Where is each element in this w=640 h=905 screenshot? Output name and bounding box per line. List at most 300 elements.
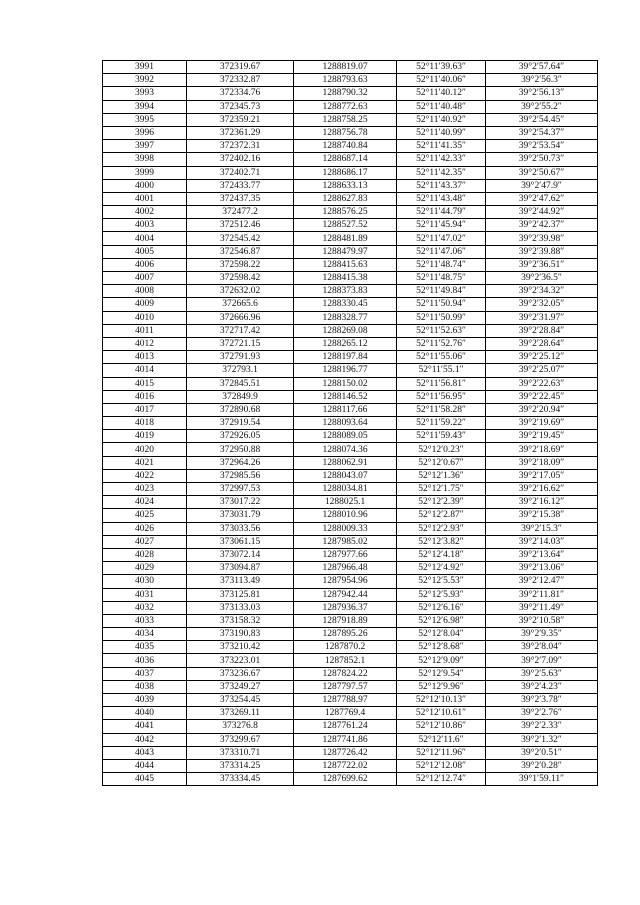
- table-row: [103, 206, 598, 219]
- point-number-cell: 4021: [103, 456, 187, 469]
- latitude-cell: 52°12′0.67″: [397, 456, 486, 469]
- latitude-cell: 52°12′11.6″: [397, 733, 486, 746]
- longitude-cell: 39°2′20.94″: [486, 403, 598, 416]
- table-row: [103, 417, 598, 430]
- x-coordinate-cell: 373236.67: [187, 667, 294, 680]
- longitude-cell: 39°2′9.35″: [486, 628, 598, 641]
- table-row: [103, 337, 598, 350]
- longitude-cell: 39°2′18.69″: [486, 443, 598, 456]
- y-coordinate-cell: 1288793.63: [294, 74, 397, 87]
- x-coordinate-cell: 372437.35: [187, 192, 294, 205]
- longitude-cell: 39°2′1.32″: [486, 733, 598, 746]
- longitude-cell: 39°2′18.09″: [486, 456, 598, 469]
- longitude-cell: 39°2′16.62″: [486, 483, 598, 496]
- latitude-cell: 52°11′48.74″: [397, 258, 486, 271]
- coordinate-table-body: [103, 61, 598, 786]
- x-coordinate-cell: 373031.79: [187, 509, 294, 522]
- longitude-cell: 39°2′56.13″: [486, 87, 598, 100]
- point-number-cell: 3991: [103, 61, 187, 74]
- y-coordinate-cell: 1288633.13: [294, 179, 397, 192]
- y-coordinate-cell: 1288062.91: [294, 456, 397, 469]
- longitude-cell: 39°2′2.33″: [486, 720, 598, 733]
- point-number-cell: 4020: [103, 443, 187, 456]
- x-coordinate-cell: 373299.67: [187, 733, 294, 746]
- longitude-cell: 39°2′56.3″: [486, 74, 598, 87]
- y-coordinate-cell: 1288089.05: [294, 430, 397, 443]
- x-coordinate-cell: 372433.77: [187, 179, 294, 192]
- point-number-cell: 4033: [103, 614, 187, 627]
- latitude-cell: 52°12′9.54″: [397, 667, 486, 680]
- table-row: [103, 100, 598, 113]
- x-coordinate-cell: 373094.87: [187, 562, 294, 575]
- x-coordinate-cell: 372717.42: [187, 324, 294, 337]
- longitude-cell: 39°2′50.67″: [486, 166, 598, 179]
- y-coordinate-cell: 1288146.52: [294, 390, 397, 403]
- longitude-cell: 39°2′54.45″: [486, 113, 598, 126]
- table-row: [103, 483, 598, 496]
- latitude-cell: 52°11′45.94″: [397, 219, 486, 232]
- table-row: [103, 245, 598, 258]
- longitude-cell: 39°2′4.23″: [486, 680, 598, 693]
- latitude-cell: 52°12′6.98″: [397, 614, 486, 627]
- x-coordinate-cell: 373158.32: [187, 614, 294, 627]
- point-number-cell: 4025: [103, 509, 187, 522]
- latitude-cell: 52°11′52.76″: [397, 337, 486, 350]
- y-coordinate-cell: 1287797.57: [294, 680, 397, 693]
- point-number-cell: 4005: [103, 245, 187, 258]
- y-coordinate-cell: 1288328.77: [294, 311, 397, 324]
- table-row: [103, 614, 598, 627]
- longitude-cell: 39°2′14.03″: [486, 535, 598, 548]
- latitude-cell: 52°12′0.23″: [397, 443, 486, 456]
- x-coordinate-cell: 372545.42: [187, 232, 294, 245]
- point-number-cell: 4008: [103, 285, 187, 298]
- point-number-cell: 4044: [103, 759, 187, 772]
- longitude-cell: 39°1′59.11″: [486, 773, 598, 786]
- latitude-cell: 52°12′9.09″: [397, 654, 486, 667]
- x-coordinate-cell: 373133.03: [187, 601, 294, 614]
- x-coordinate-cell: 372372.31: [187, 140, 294, 153]
- y-coordinate-cell: 1288479.97: [294, 245, 397, 258]
- latitude-cell: 52°11′39.63″: [397, 61, 486, 74]
- longitude-cell: 39°2′16.12″: [486, 496, 598, 509]
- point-number-cell: 4027: [103, 535, 187, 548]
- latitude-cell: 52°12′4.92″: [397, 562, 486, 575]
- table-row: [103, 720, 598, 733]
- table-row: [103, 74, 598, 87]
- latitude-cell: 52°11′47.06″: [397, 245, 486, 258]
- table-row: [103, 298, 598, 311]
- y-coordinate-cell: 1287936.37: [294, 601, 397, 614]
- longitude-cell: 39°2′15.38″: [486, 509, 598, 522]
- latitude-cell: 52°12′10.13″: [397, 694, 486, 707]
- x-coordinate-cell: 373017.22: [187, 496, 294, 509]
- x-coordinate-cell: 373125.81: [187, 588, 294, 601]
- y-coordinate-cell: 1287699.62: [294, 773, 397, 786]
- longitude-cell: 39°2′28.64″: [486, 337, 598, 350]
- x-coordinate-cell: 372721.15: [187, 337, 294, 350]
- table-row: [103, 548, 598, 561]
- point-number-cell: 4029: [103, 562, 187, 575]
- longitude-cell: 39°2′57.64″: [486, 61, 598, 74]
- longitude-cell: 39°2′36.51″: [486, 258, 598, 271]
- table-row: [103, 153, 598, 166]
- table-row: [103, 601, 598, 614]
- y-coordinate-cell: 1288009.33: [294, 522, 397, 535]
- x-coordinate-cell: 372361.29: [187, 126, 294, 139]
- point-number-cell: 3994: [103, 100, 187, 113]
- y-coordinate-cell: 1288117.66: [294, 403, 397, 416]
- x-coordinate-cell: 372950.88: [187, 443, 294, 456]
- y-coordinate-cell: 1288790.32: [294, 87, 397, 100]
- point-number-cell: 4003: [103, 219, 187, 232]
- table-row: [103, 390, 598, 403]
- point-number-cell: 4012: [103, 337, 187, 350]
- point-number-cell: 4038: [103, 680, 187, 693]
- table-row: [103, 232, 598, 245]
- longitude-cell: 39°2′42.37″: [486, 219, 598, 232]
- x-coordinate-cell: 373276.8: [187, 720, 294, 733]
- longitude-cell: 39°2′0.51″: [486, 746, 598, 759]
- table-row: [103, 522, 598, 535]
- longitude-cell: 39°2′47.62″: [486, 192, 598, 205]
- longitude-cell: 39°2′11.49″: [486, 601, 598, 614]
- table-row: [103, 377, 598, 390]
- longitude-cell: 39°2′7.09″: [486, 654, 598, 667]
- point-number-cell: 4010: [103, 311, 187, 324]
- point-number-cell: 4037: [103, 667, 187, 680]
- latitude-cell: 52°12′2.93″: [397, 522, 486, 535]
- x-coordinate-cell: 372791.93: [187, 351, 294, 364]
- point-number-cell: 4042: [103, 733, 187, 746]
- point-number-cell: 4015: [103, 377, 187, 390]
- table-row: [103, 680, 598, 693]
- point-number-cell: 4014: [103, 364, 187, 377]
- longitude-cell: 39°2′2.76″: [486, 707, 598, 720]
- y-coordinate-cell: 1288269.08: [294, 324, 397, 337]
- y-coordinate-cell: 1287870.2: [294, 641, 397, 654]
- x-coordinate-cell: 372477.2: [187, 206, 294, 219]
- point-number-cell: 4011: [103, 324, 187, 337]
- latitude-cell: 52°12′8.68″: [397, 641, 486, 654]
- latitude-cell: 52°12′1.36″: [397, 469, 486, 482]
- y-coordinate-cell: 1288093.64: [294, 417, 397, 430]
- latitude-cell: 52°11′49.84″: [397, 285, 486, 298]
- y-coordinate-cell: 1287722.02: [294, 759, 397, 772]
- table-row: [103, 61, 598, 74]
- latitude-cell: 52°11′50.94″: [397, 298, 486, 311]
- x-coordinate-cell: 372632.02: [187, 285, 294, 298]
- y-coordinate-cell: 1288373.83: [294, 285, 397, 298]
- longitude-cell: 39°2′44.92″: [486, 206, 598, 219]
- y-coordinate-cell: 1288481.89: [294, 232, 397, 245]
- y-coordinate-cell: 1288025.1: [294, 496, 397, 509]
- latitude-cell: 52°11′56.81″: [397, 377, 486, 390]
- x-coordinate-cell: 372546.87: [187, 245, 294, 258]
- x-coordinate-cell: 372793.1: [187, 364, 294, 377]
- table-row: [103, 403, 598, 416]
- point-number-cell: 3997: [103, 140, 187, 153]
- y-coordinate-cell: 1287769.4: [294, 707, 397, 720]
- latitude-cell: 52°12′8.04″: [397, 628, 486, 641]
- x-coordinate-cell: 372402.71: [187, 166, 294, 179]
- point-number-cell: 3998: [103, 153, 187, 166]
- point-number-cell: 4009: [103, 298, 187, 311]
- latitude-cell: 52°11′59.22″: [397, 417, 486, 430]
- table-row: [103, 192, 598, 205]
- latitude-cell: 52°12′12.74″: [397, 773, 486, 786]
- table-row: [103, 324, 598, 337]
- point-number-cell: 4041: [103, 720, 187, 733]
- table-row: [103, 285, 598, 298]
- latitude-cell: 52°11′44.79″: [397, 206, 486, 219]
- longitude-cell: 39°2′12.47″: [486, 575, 598, 588]
- table-row: [103, 535, 598, 548]
- y-coordinate-cell: 1288043.07: [294, 469, 397, 482]
- table-row: [103, 759, 598, 772]
- x-coordinate-cell: 373072.14: [187, 548, 294, 561]
- x-coordinate-cell: 372926.05: [187, 430, 294, 443]
- y-coordinate-cell: 1288527.52: [294, 219, 397, 232]
- latitude-cell: 52°11′52.63″: [397, 324, 486, 337]
- table-row: [103, 179, 598, 192]
- latitude-cell: 52°11′47.02″: [397, 232, 486, 245]
- point-number-cell: 4017: [103, 403, 187, 416]
- y-coordinate-cell: 1288197.84: [294, 351, 397, 364]
- latitude-cell: 52°12′10.61″: [397, 707, 486, 720]
- y-coordinate-cell: 1287788.97: [294, 694, 397, 707]
- y-coordinate-cell: 1288772.63: [294, 100, 397, 113]
- longitude-cell: 39°2′19.45″: [486, 430, 598, 443]
- table-row: [103, 707, 598, 720]
- x-coordinate-cell: 372964.26: [187, 456, 294, 469]
- point-number-cell: 4032: [103, 601, 187, 614]
- latitude-cell: 52°12′6.16″: [397, 601, 486, 614]
- y-coordinate-cell: 1287726.42: [294, 746, 397, 759]
- x-coordinate-cell: 372890.68: [187, 403, 294, 416]
- latitude-cell: 52°11′40.48″: [397, 100, 486, 113]
- table-row: [103, 456, 598, 469]
- y-coordinate-cell: 1288758.25: [294, 113, 397, 126]
- point-number-cell: 4019: [103, 430, 187, 443]
- x-coordinate-cell: 372334.76: [187, 87, 294, 100]
- x-coordinate-cell: 372919.54: [187, 417, 294, 430]
- point-number-cell: 3999: [103, 166, 187, 179]
- x-coordinate-cell: 372666.96: [187, 311, 294, 324]
- y-coordinate-cell: 1288576.25: [294, 206, 397, 219]
- longitude-cell: 39°2′3.78″: [486, 694, 598, 707]
- longitude-cell: 39°2′47.9″: [486, 179, 598, 192]
- latitude-cell: 52°11′55.1″: [397, 364, 486, 377]
- table-row: [103, 364, 598, 377]
- latitude-cell: 52°11′42.33″: [397, 153, 486, 166]
- x-coordinate-cell: 372359.21: [187, 113, 294, 126]
- y-coordinate-cell: 1287761.24: [294, 720, 397, 733]
- table-row: [103, 219, 598, 232]
- x-coordinate-cell: 373269.11: [187, 707, 294, 720]
- longitude-cell: 39°2′10.58″: [486, 614, 598, 627]
- point-number-cell: 4006: [103, 258, 187, 271]
- x-coordinate-cell: 372512.46: [187, 219, 294, 232]
- longitude-cell: 39°2′36.5″: [486, 272, 598, 285]
- y-coordinate-cell: 1288034.81: [294, 483, 397, 496]
- point-number-cell: 4018: [103, 417, 187, 430]
- table-row: [103, 469, 598, 482]
- latitude-cell: 52°12′2.39″: [397, 496, 486, 509]
- point-number-cell: 4031: [103, 588, 187, 601]
- latitude-cell: 52°12′3.82″: [397, 535, 486, 548]
- longitude-cell: 39°2′39.88″: [486, 245, 598, 258]
- latitude-cell: 52°12′5.93″: [397, 588, 486, 601]
- x-coordinate-cell: 372598.22: [187, 258, 294, 271]
- y-coordinate-cell: 1288819.07: [294, 61, 397, 74]
- table-row: [103, 496, 598, 509]
- point-number-cell: 4007: [103, 272, 187, 285]
- x-coordinate-cell: 373033.56: [187, 522, 294, 535]
- latitude-cell: 52°12′10.86″: [397, 720, 486, 733]
- y-coordinate-cell: 1288074.36: [294, 443, 397, 456]
- longitude-cell: 39°2′22.63″: [486, 377, 598, 390]
- table-row: [103, 272, 598, 285]
- point-number-cell: 3992: [103, 74, 187, 87]
- longitude-cell: 39°2′32.05″: [486, 298, 598, 311]
- y-coordinate-cell: 1288330.45: [294, 298, 397, 311]
- latitude-cell: 52°11′59.43″: [397, 430, 486, 443]
- latitude-cell: 52°11′48.75″: [397, 272, 486, 285]
- x-coordinate-cell: 372319.67: [187, 61, 294, 74]
- x-coordinate-cell: 373314.25: [187, 759, 294, 772]
- x-coordinate-cell: 372997.53: [187, 483, 294, 496]
- point-number-cell: 3996: [103, 126, 187, 139]
- table-row: [103, 641, 598, 654]
- latitude-cell: 52°11′58.28″: [397, 403, 486, 416]
- x-coordinate-cell: 372402.16: [187, 153, 294, 166]
- point-number-cell: 4024: [103, 496, 187, 509]
- x-coordinate-cell: 372345.73: [187, 100, 294, 113]
- table-row: [103, 166, 598, 179]
- longitude-cell: 39°2′54.37″: [486, 126, 598, 139]
- point-number-cell: 4000: [103, 179, 187, 192]
- latitude-cell: 52°11′40.12″: [397, 87, 486, 100]
- y-coordinate-cell: 1288756.78: [294, 126, 397, 139]
- x-coordinate-cell: 372332.87: [187, 74, 294, 87]
- y-coordinate-cell: 1288150.02: [294, 377, 397, 390]
- table-row: [103, 509, 598, 522]
- table-row: [103, 588, 598, 601]
- longitude-cell: 39°2′31.97″: [486, 311, 598, 324]
- latitude-cell: 52°12′11.96″: [397, 746, 486, 759]
- y-coordinate-cell: 1288740.84: [294, 140, 397, 153]
- table-row: [103, 140, 598, 153]
- table-row: [103, 694, 598, 707]
- table-row: [103, 258, 598, 271]
- latitude-cell: 52°11′42.35″: [397, 166, 486, 179]
- longitude-cell: 39°2′55.2″: [486, 100, 598, 113]
- latitude-cell: 52°12′12.08″: [397, 759, 486, 772]
- longitude-cell: 39°2′15.3″: [486, 522, 598, 535]
- longitude-cell: 39°2′13.06″: [486, 562, 598, 575]
- table-row: [103, 773, 598, 786]
- y-coordinate-cell: 1287824.22: [294, 667, 397, 680]
- x-coordinate-cell: 372985.56: [187, 469, 294, 482]
- longitude-cell: 39°2′5.63″: [486, 667, 598, 680]
- table-row: [103, 575, 598, 588]
- table-row: [103, 628, 598, 641]
- table-row: [103, 667, 598, 680]
- y-coordinate-cell: 1287985.02: [294, 535, 397, 548]
- x-coordinate-cell: 373210.42: [187, 641, 294, 654]
- x-coordinate-cell: 372665.6: [187, 298, 294, 311]
- point-number-cell: 4001: [103, 192, 187, 205]
- latitude-cell: 52°12′1.75″: [397, 483, 486, 496]
- point-number-cell: 4035: [103, 641, 187, 654]
- y-coordinate-cell: 1287895.26: [294, 628, 397, 641]
- x-coordinate-cell: 373223.01: [187, 654, 294, 667]
- y-coordinate-cell: 1287852.1: [294, 654, 397, 667]
- longitude-cell: 39°2′22.45″: [486, 390, 598, 403]
- point-number-cell: 4004: [103, 232, 187, 245]
- longitude-cell: 39°2′19.69″: [486, 417, 598, 430]
- point-number-cell: 4016: [103, 390, 187, 403]
- y-coordinate-cell: 1287977.66: [294, 548, 397, 561]
- x-coordinate-cell: 373310.71: [187, 746, 294, 759]
- table-row: [103, 562, 598, 575]
- coordinate-table: [102, 60, 598, 786]
- table-row: [103, 311, 598, 324]
- latitude-cell: 52°11′56.95″: [397, 390, 486, 403]
- x-coordinate-cell: 373254.45: [187, 694, 294, 707]
- longitude-cell: 39°2′25.07″: [486, 364, 598, 377]
- table-row: [103, 126, 598, 139]
- y-coordinate-cell: 1287966.48: [294, 562, 397, 575]
- x-coordinate-cell: 373113.49: [187, 575, 294, 588]
- y-coordinate-cell: 1287741.86: [294, 733, 397, 746]
- longitude-cell: 39°2′34.32″: [486, 285, 598, 298]
- y-coordinate-cell: 1288265.12: [294, 337, 397, 350]
- table-row: [103, 443, 598, 456]
- y-coordinate-cell: 1287918.89: [294, 614, 397, 627]
- latitude-cell: 52°12′5.53″: [397, 575, 486, 588]
- point-number-cell: 4002: [103, 206, 187, 219]
- point-number-cell: 4043: [103, 746, 187, 759]
- y-coordinate-cell: 1288687.14: [294, 153, 397, 166]
- longitude-cell: 39°2′28.84″: [486, 324, 598, 337]
- table-row: [103, 430, 598, 443]
- latitude-cell: 52°11′43.37″: [397, 179, 486, 192]
- x-coordinate-cell: 373249.27: [187, 680, 294, 693]
- point-number-cell: 4023: [103, 483, 187, 496]
- table-row: [103, 351, 598, 364]
- longitude-cell: 39°2′13.64″: [486, 548, 598, 561]
- longitude-cell: 39°2′50.73″: [486, 153, 598, 166]
- point-number-cell: 3995: [103, 113, 187, 126]
- table-row: [103, 654, 598, 667]
- y-coordinate-cell: 1288415.63: [294, 258, 397, 271]
- latitude-cell: 52°11′40.92″: [397, 113, 486, 126]
- point-number-cell: 4028: [103, 548, 187, 561]
- point-number-cell: 4036: [103, 654, 187, 667]
- latitude-cell: 52°11′55.06″: [397, 351, 486, 364]
- x-coordinate-cell: 373190.83: [187, 628, 294, 641]
- point-number-cell: 4022: [103, 469, 187, 482]
- longitude-cell: 39°2′25.12″: [486, 351, 598, 364]
- table-row: [103, 733, 598, 746]
- latitude-cell: 52°12′4.18″: [397, 548, 486, 561]
- longitude-cell: 39°2′53.54″: [486, 140, 598, 153]
- point-number-cell: 4026: [103, 522, 187, 535]
- x-coordinate-cell: 372849.9: [187, 390, 294, 403]
- point-number-cell: 3993: [103, 87, 187, 100]
